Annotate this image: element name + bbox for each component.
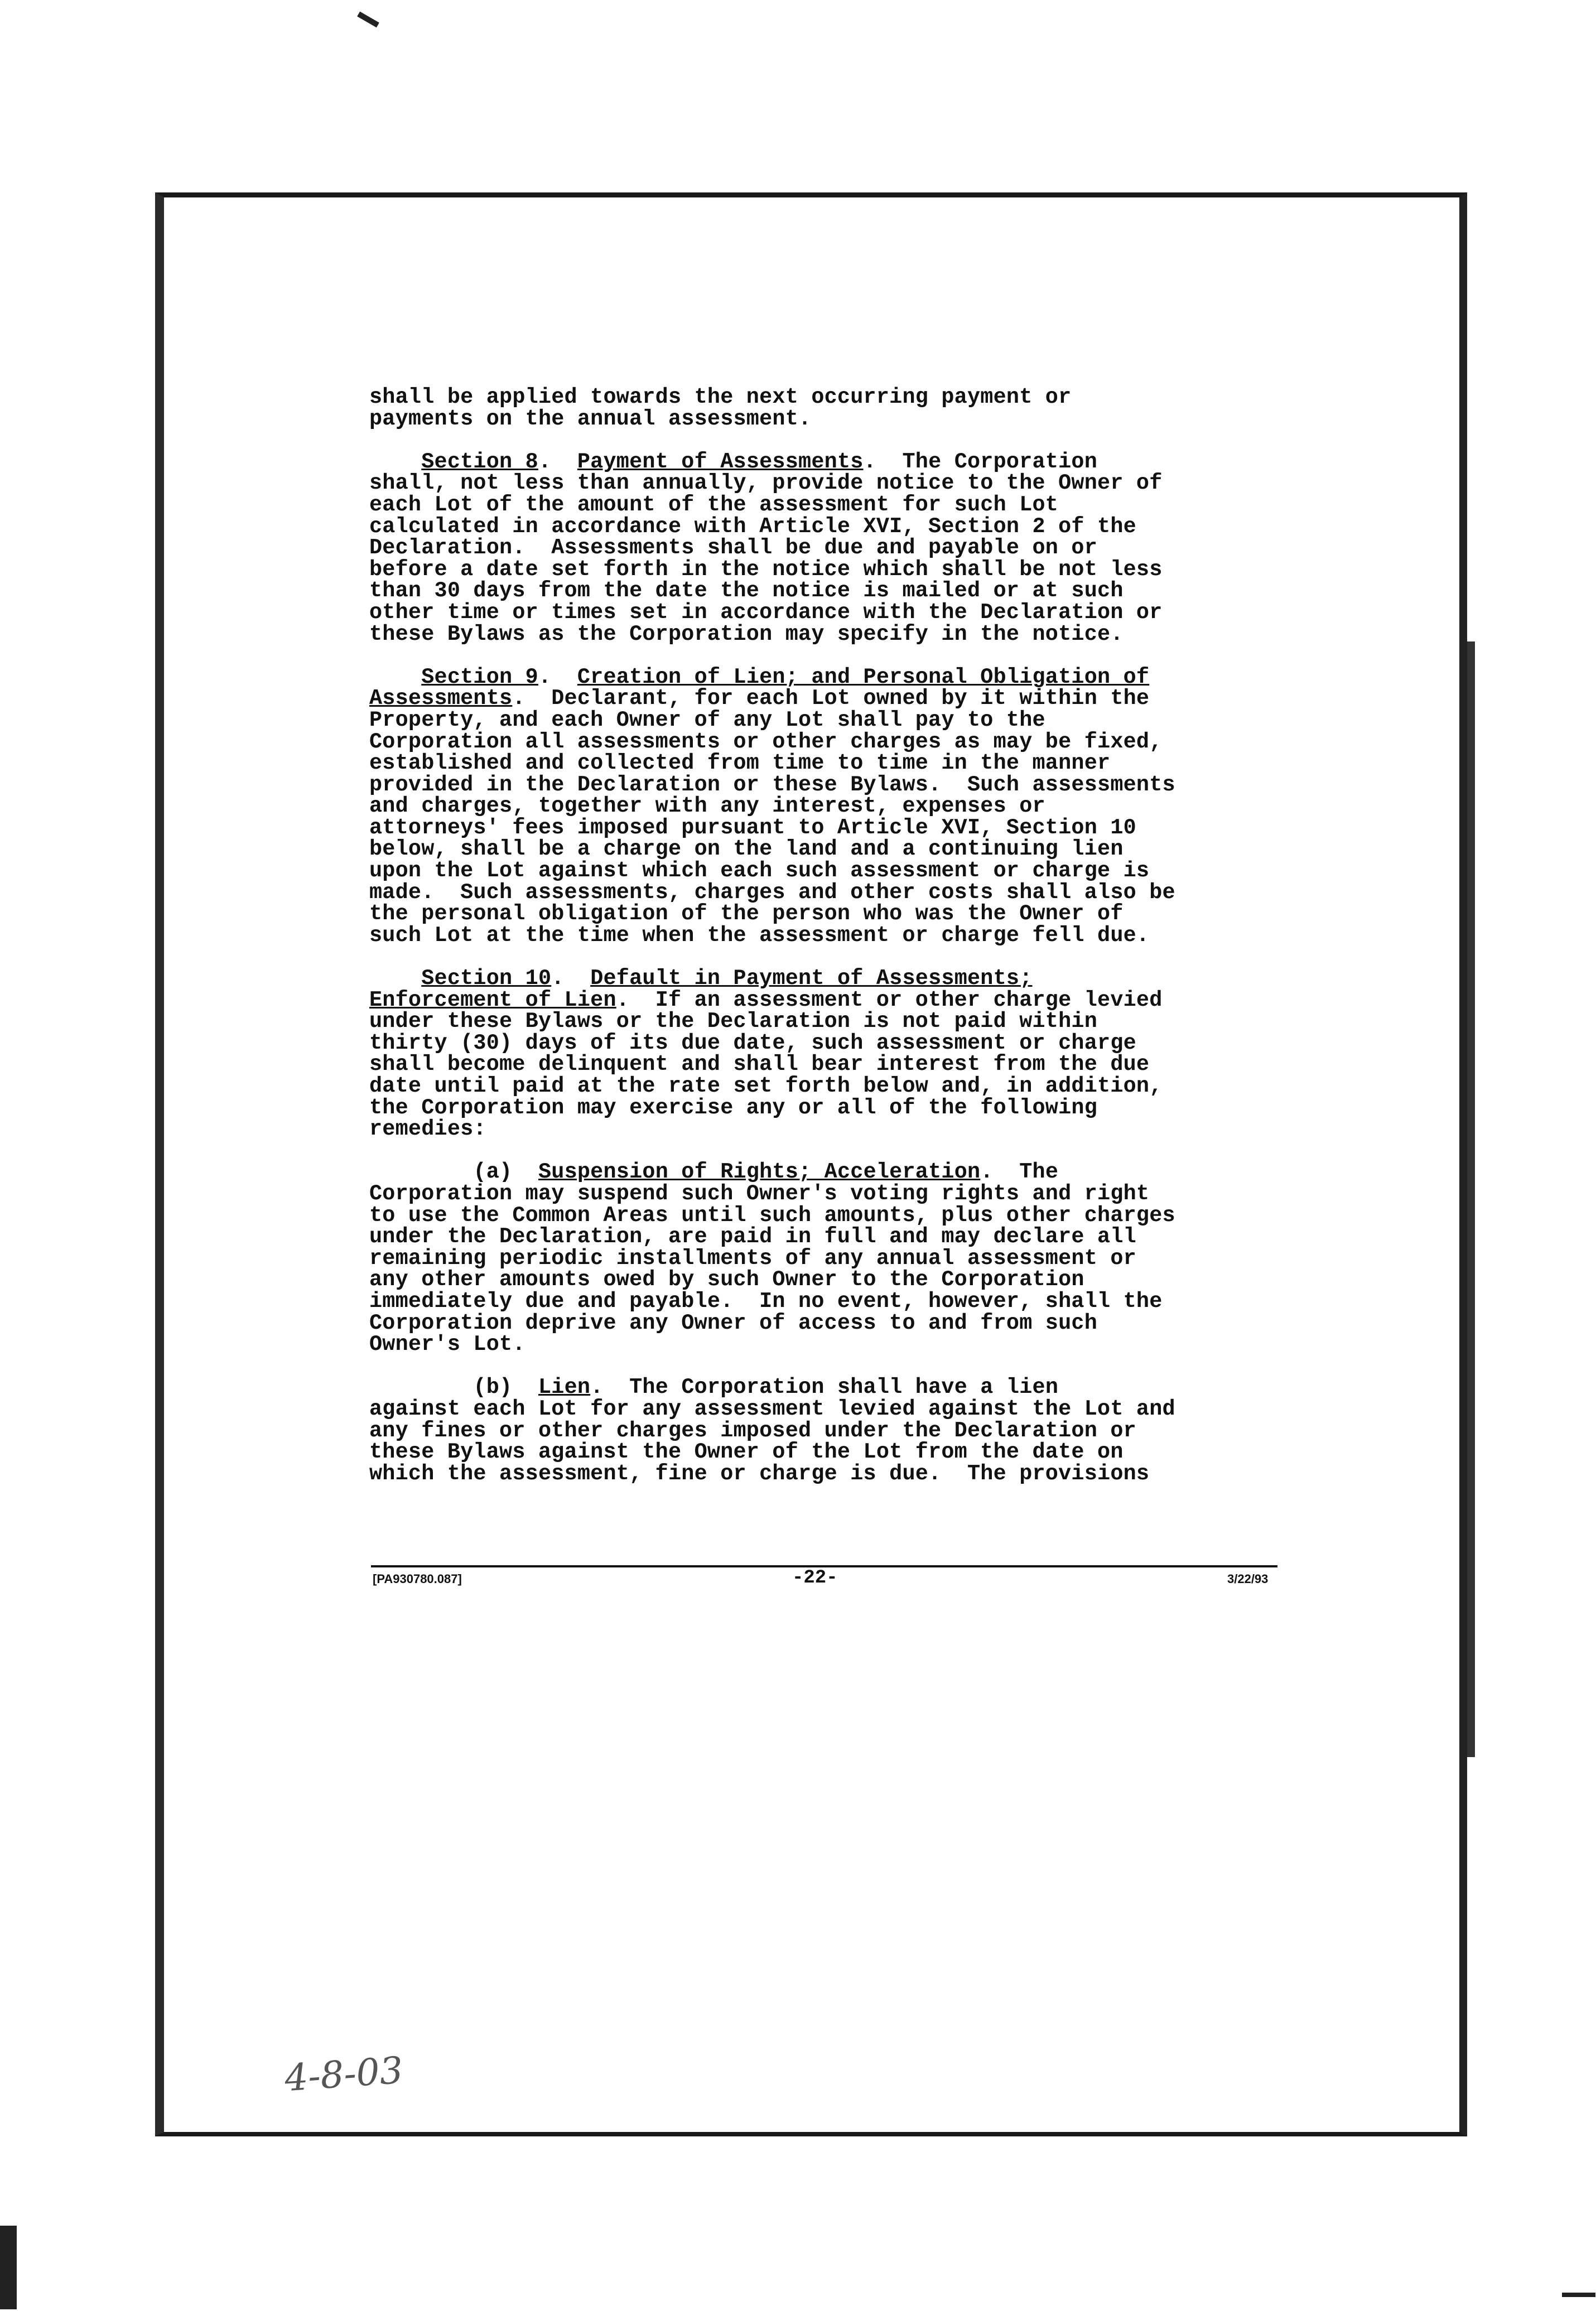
paragraph-continuation: shall be applied towards the next occurring payment or payments on the annual assessment. (369, 385, 1072, 431)
footer-page-number: -22- (792, 1567, 838, 1589)
scan-artifact (0, 2226, 17, 2309)
section-8: Section 8. Payment of Assessments. The Corporation shall, not less than annually, provide notice to the Owner of each Lot of the amount of the assessment for such Lot calculated in accordance with Article XVI, Section 2 of the Declaration. Assessments shall be due and payable on or before a date set forth in the notice which shall be not less than 30 days from the date the notice is mailed or at such other time or times set in accordance with the Declaration or these Bylaws as the Corporation may specify in the notice. (369, 449, 1163, 646)
section-8-title: Payment of Assessments (577, 449, 864, 474)
section-9-title: Creation of Lien; and Personal Obligation of (577, 664, 1150, 689)
document-body (369, 387, 1273, 1506)
subsection-a: (a) Suspension of Rights; Acceleration. The Corporation may suspend such Owner's voting rights and right to use the Common Areas until such amounts, plus other charges under the Declaration, are paid in full and may declare all remaining periodic installments of any annual assessment or any other amounts owed by such Owner to the Corporation immediately due and payable. In no event, however, shall the Corporation deprive any Owner of access to and from such Owner's Lot. (369, 1160, 1175, 1357)
subsection-b: (b) Lien. The Corporation shall have a lien against each Lot for any assessment levied against the Lot and any fines or other charges imposed under the Declaration or these Bylaws against the Owner of the Lot from the date on which the assessment, fine or charge is due. The provisions (369, 1375, 1175, 1486)
section-8-number: Section 8 (421, 449, 538, 474)
section-10: Section 10. Default in Payment of Assessments; Enforcement of Lien. If an assessment or other charge levied under these Bylaws or the Declaration is not paid within thirty (30) days of its due date, such assessment or charge shall become delinquent and shall bear interest from the due date until paid at the rate set forth below and, in addition, the Corporation may exercise any or all of the following remedies: (369, 966, 1163, 1142)
section-10-title: Default in Payment of Assessments; (590, 966, 1033, 991)
section-10-number: Section 10 (421, 966, 552, 991)
footer-document-id: [PA930780.087] (373, 1572, 462, 1586)
subsection-b-title: Lien (538, 1375, 591, 1400)
subsection-a-title: Suspension of Rights; Acceleration (538, 1160, 981, 1185)
scan-artifact (357, 12, 379, 28)
section-9-number: Section 9 (421, 664, 538, 689)
scan-artifact (1562, 2293, 1595, 2297)
scan-artifact (1467, 641, 1475, 1757)
footer-date: 3/22/93 (1227, 1572, 1269, 1586)
section-9: Section 9. Creation of Lien; and Personal Obligation of Assessments. Declarant, for each Lot owned by it within the Property, and each Owner of any Lot shall pay to the Corporation all assessments or other charges as may be fixed, established and collected from time to time in the manner provided in the Declaration or these Bylaws. Such assessments and charges, together with any interest, expenses or attorneys' fees imposed pursuant to Article XVI, Section 10 below, shall be a charge on the land and a continuing lien upon the Lot against which each such assessment or charge is made. Such assessments, charges and other costs shall also be the personal obligation of the person who was the Owner of such Lot at the time when the assessment or charge fell due. (369, 664, 1175, 948)
handwritten-date-note: 4-8-03 (283, 2048, 405, 2100)
